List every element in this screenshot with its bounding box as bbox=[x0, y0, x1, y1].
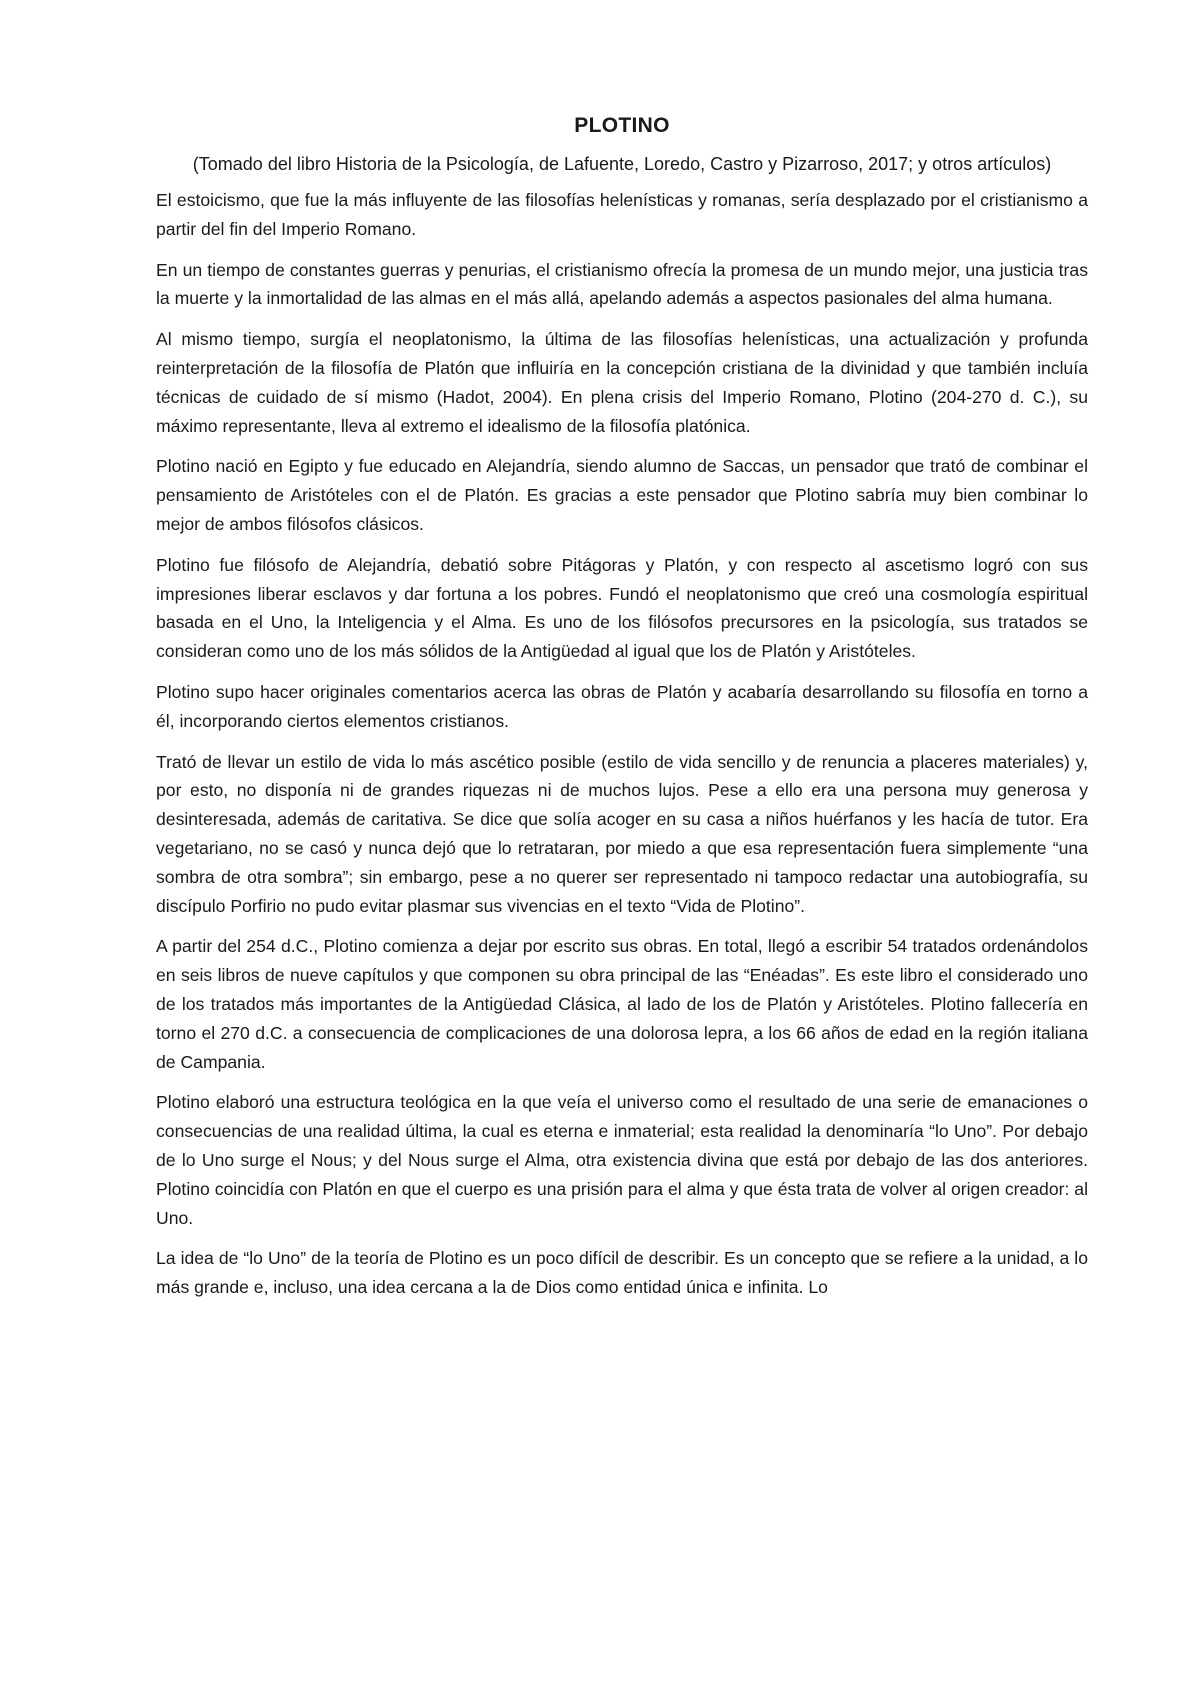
paragraph: El estoicismo, que fue la más influyente de las filosofías helenísticas y romanas, sería desplazado por el cristianismo a partir del fin del Imperio Romano. bbox=[156, 190, 1088, 239]
paragraph: Trató de llevar un estilo de vida lo más ascético posible (estilo de vida sencillo y de renuncia a placeres materiales) y, por esto, no disponía ni de grandes riquezas ni de muchos lujos. Pese a ello era una persona muy generosa y desinteresada, además de caritativa. Se dice que solía acoger en su casa a niños huérfanos y les hacía de tutor. Era vegetariano, no se casó y nunca dejó que lo retrataran, por miedo a que esa representación fuera simplemente “una sombra de otra sombra”; sin embargo, pese a no querer ser representado ni tampoco redactar una autobiografía, su discípulo Porfirio no pudo evitar plasmar sus vivencias en el texto “Vida de Plotino”. bbox=[156, 751, 1088, 916]
paragraph: La idea de “lo Uno” de la teoría de Plotino es un poco difícil de describir. Es un concepto que se refiere a la unidad, a lo más grande e, incluso, una idea cercana a la de Dios como entidad única e infinita. Lo bbox=[156, 1248, 1088, 1298]
paragraph: Plotino fue filósofo de Alejandría, debatió sobre Pitágoras y Platón, y con respecto al ascetismo logró con sus impresiones liberar esclavos y dar fortuna a los pobres. Fundó el neoplatonismo que creó una cosmología espiritual basada en el Uno, la Inteligencia y el Alma. Es uno de los filósofos precursores en la psicología, sus tratados se consideran como uno de los más sólidos de la Antigüedad al igual que los de Platón y Aristóteles. bbox=[156, 554, 1088, 662]
paragraph: Plotino supo hacer originales comentarios acerca las obras de Platón y acabaría desarrollando su filosofía en torno a él, incorporando ciertos elementos cristianos. bbox=[156, 681, 1088, 731]
paragraph: En un tiempo de constantes guerras y penurias, el cristianismo ofrecía la promesa de un mundo mejor, una justicia tras la muerte y la inmortalidad de las almas en el más allá, apelando además a aspectos pasionales del alma humana. bbox=[156, 259, 1088, 309]
paragraph: A partir del 254 d.C., Plotino comienza a dejar por escrito sus obras. En total, llegó a escribir 54 tratados ordenándolos en seis libros de nueve capítulos y que componen su obra principal de las “Enéadas”. Es este libro el considerado uno de los tratados más importantes de la Antigüedad Clásica, al lado de los de Platón y Aristóteles. Plotino fallecería en torno el 270 d.C. a consecuencia de complicaciones de una dolorosa lepra, a los 66 años de edad en la región italiana de Campania. bbox=[156, 936, 1088, 1072]
paragraph: Plotino nació en Egipto y fue educado en Alejandría, siendo alumno de Saccas, un pensador que trató de combinar el pensamiento de Aristóteles con el de Platón. Es gracias a este pensador que Plotino sabría muy bien combinar lo mejor de ambos filósofos clásicos. bbox=[156, 456, 1088, 534]
document-page bbox=[156, 112, 1088, 1302]
document-subtitle: (Tomado del libro Historia de la Psicología, de Lafuente, Loredo, Castro y Pizarroso, 2017; y otros artículos) bbox=[192, 154, 1052, 174]
document-title: PLOTINO bbox=[574, 114, 670, 137]
paragraph: Plotino elaboró una estructura teológica en la que veía el universo como el resultado de una serie de emanaciones o consecuencias de una realidad última, la cual es eterna e inmaterial; esta realidad la denominaría “lo Uno”. Por debajo de lo Uno surge el Nous; y del Nous surge el Alma, otra existencia divina que está por debajo de las dos anteriores. Plotino coincidía con Platón en que el cuerpo es una prisión para el alma y que ésta trata de volver al origen creador: al Uno. bbox=[156, 1092, 1088, 1228]
paragraph: Al mismo tiempo, surgía el neoplatonismo, la última de las filosofías helenísticas, una actualización y profunda reinterpretación de la filosofía de Platón que influiría en la concepción cristiana de la divinidad y que también incluía técnicas de cuidado de sí mismo (Hadot, 2004). En plena crisis del Imperio Romano, Plotino (204-270 d. C.), su máximo representante, lleva al extremo el idealismo de la filosofía platónica. bbox=[156, 329, 1088, 436]
